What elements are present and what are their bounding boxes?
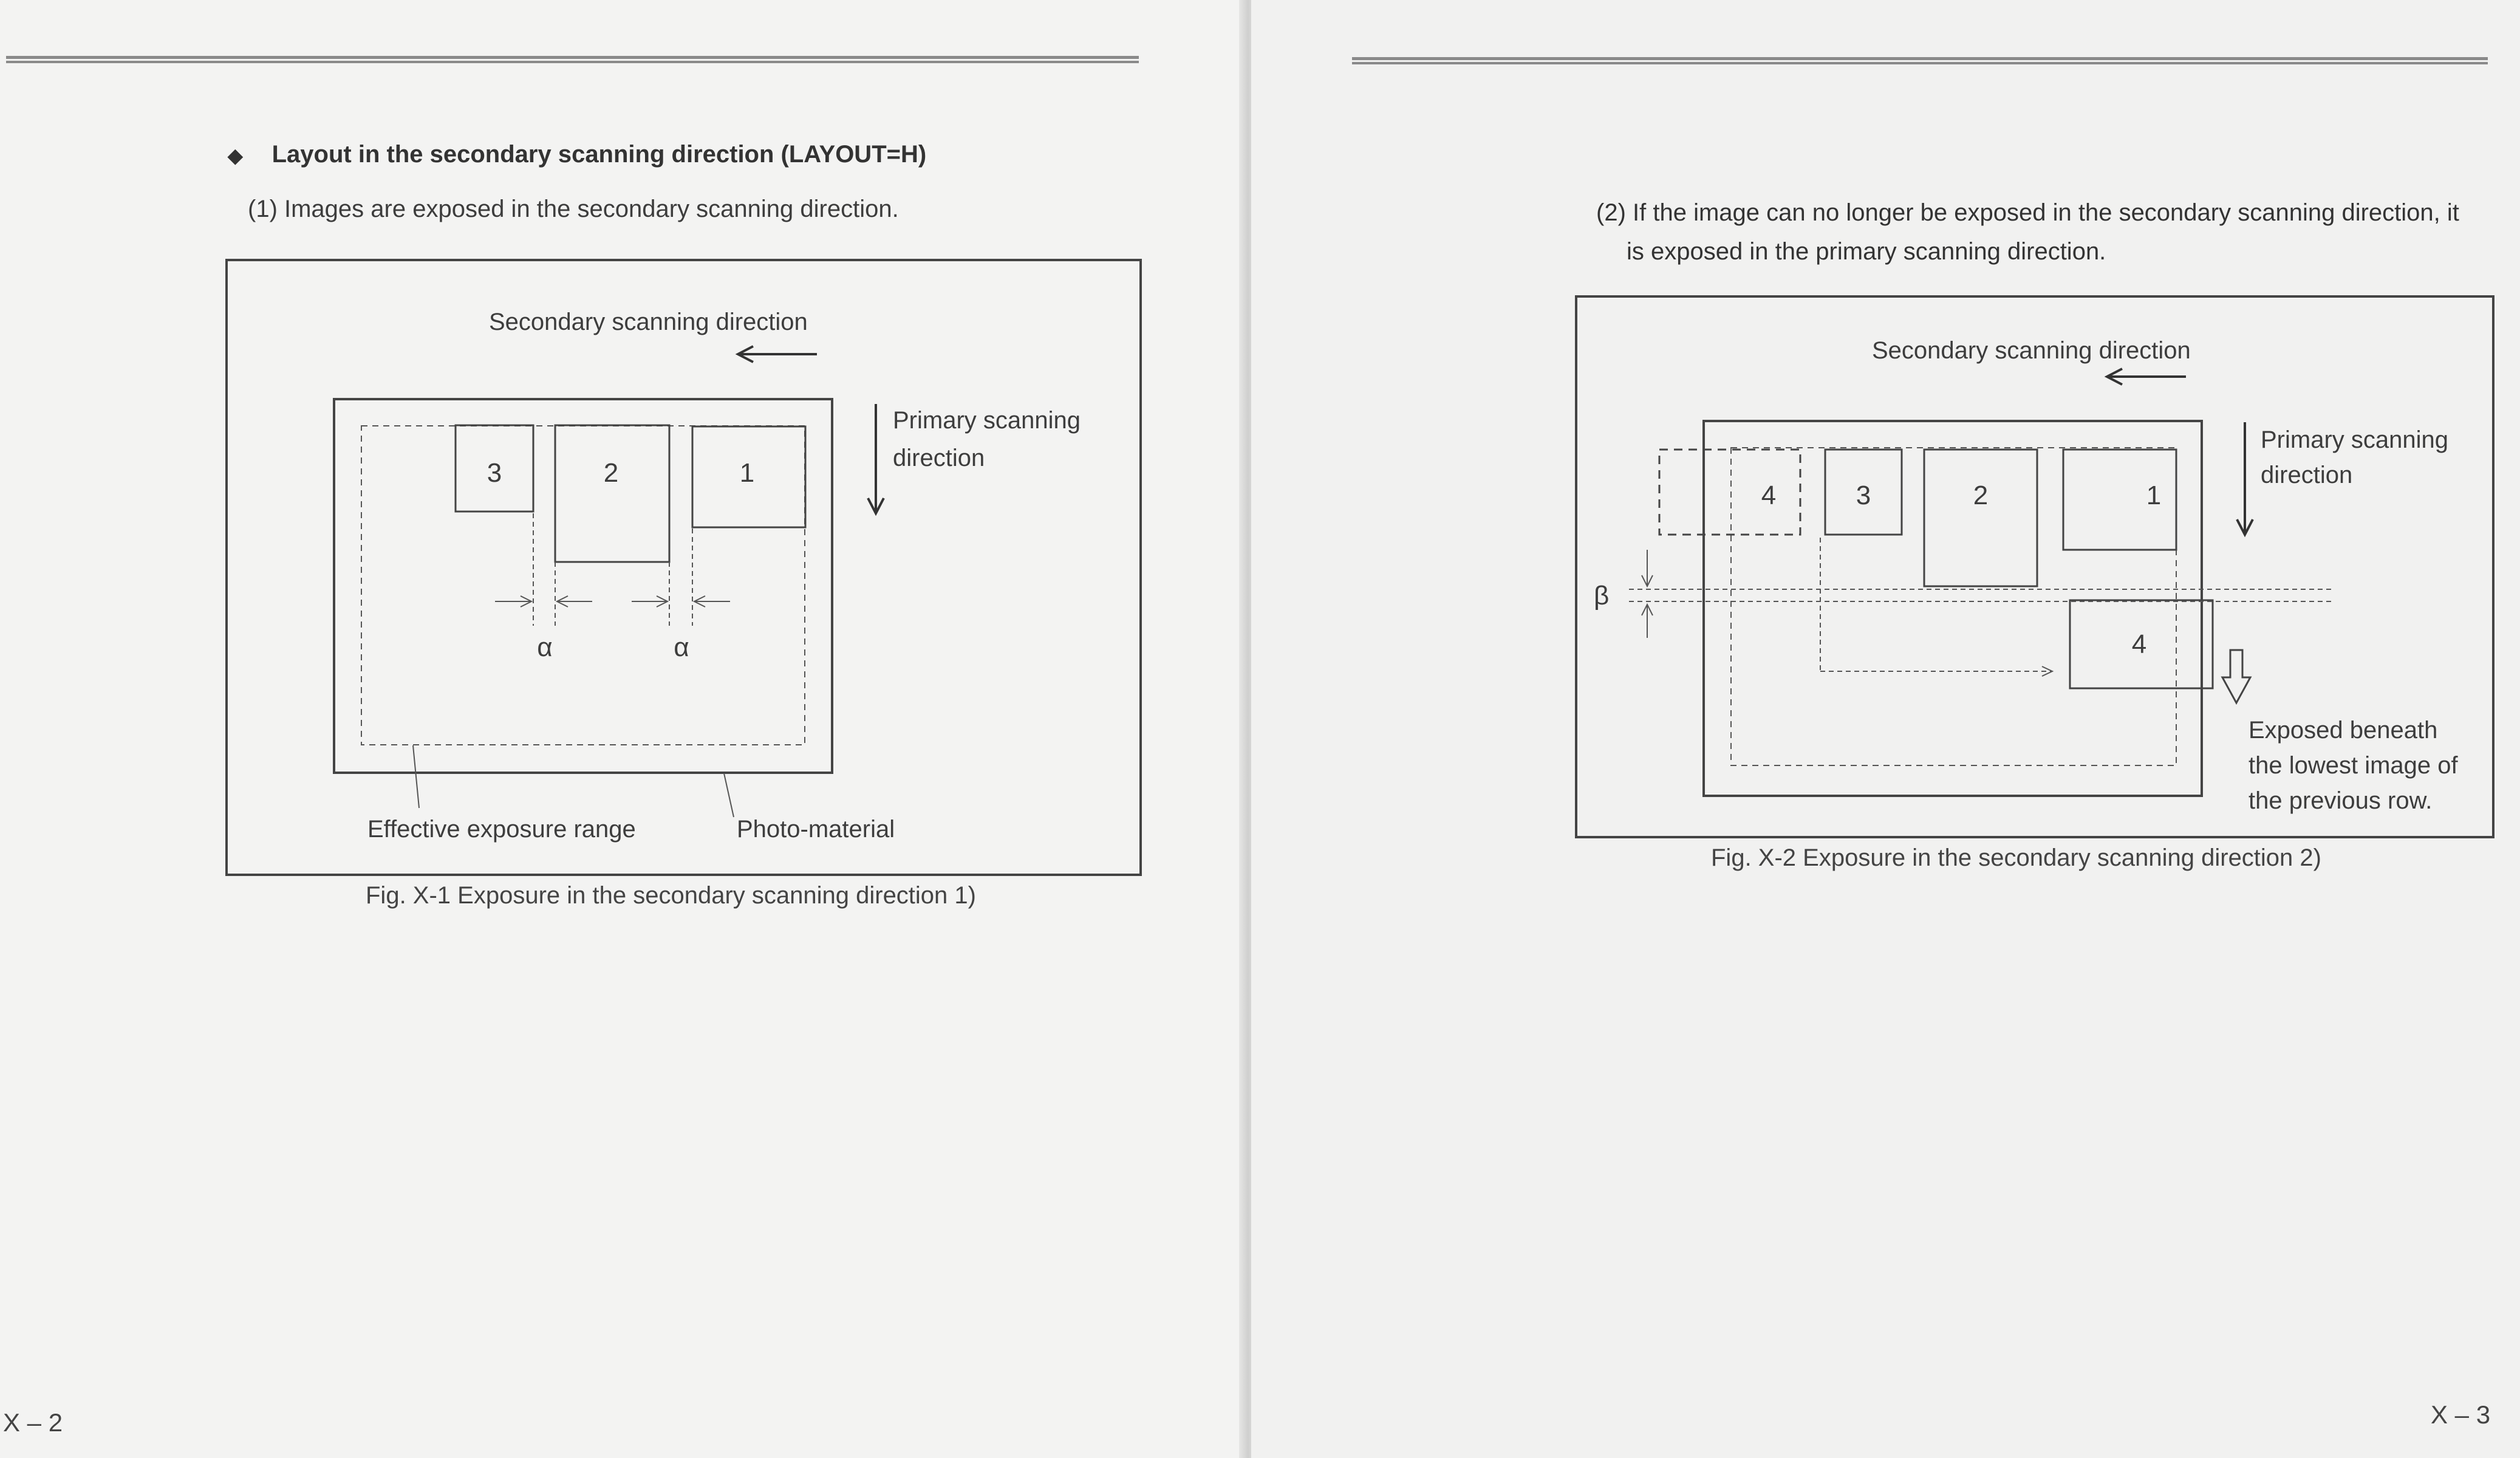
exposed-label-1: Exposed beneath xyxy=(2249,717,2438,744)
exposed-beneath-arrow-icon xyxy=(2222,650,2250,703)
image-label-4-overflow: 4 xyxy=(1761,481,1777,510)
paragraph-1: (1) Images are exposed in the secondary scanning direction. xyxy=(248,196,899,222)
photo-material-rect xyxy=(1704,421,2202,796)
figure-frame xyxy=(227,260,1141,875)
primary-arrow-icon xyxy=(868,404,884,513)
section-heading: ◆ Layout in the secondary scanning direction (LAYOUT=H) xyxy=(228,141,927,168)
photo-material-rect xyxy=(334,399,832,773)
alpha-gap-markers xyxy=(495,513,730,626)
secondary-direction-label: Secondary scanning direction xyxy=(489,309,808,335)
image-label-4-new-row: 4 xyxy=(2131,629,2147,659)
primary-direction-label-2: direction xyxy=(2261,462,2353,488)
image-label-1: 1 xyxy=(739,458,755,488)
figure-caption-1: Fig. X-1 Exposure in the secondary scanning direction 1) xyxy=(366,882,976,909)
image-label-3: 3 xyxy=(487,458,502,488)
paragraph-number: (2) xyxy=(1596,199,1626,226)
alpha-label-1: α xyxy=(537,632,553,662)
image-box-4-overflow xyxy=(1659,450,1800,535)
figure-x2 xyxy=(1574,295,2504,841)
beta-gap-markers xyxy=(1629,550,2334,638)
primary-direction-label-1: Primary scanning xyxy=(2261,426,2449,453)
effective-exposure-label: Effective exposure range xyxy=(367,816,636,843)
primary-direction-label-1: Primary scanning xyxy=(893,407,1081,434)
image-box-2 xyxy=(1924,450,2037,586)
page-number-right: X – 3 xyxy=(2431,1400,2491,1429)
exposed-label-2: the lowest image of xyxy=(2249,752,2458,779)
header-rule xyxy=(6,56,1139,63)
right-page xyxy=(1251,0,2520,1458)
image-label-1: 1 xyxy=(2146,481,2162,510)
row-transition-path xyxy=(1820,538,2052,676)
image-box-2 xyxy=(555,425,669,562)
page-number-left: X – 2 xyxy=(3,1408,63,1437)
primary-arrow-icon xyxy=(2237,422,2253,535)
paragraph-line-1: If the image can no longer be exposed in the secondary scanning direction, it xyxy=(1633,199,2459,226)
paragraph-line-2: is exposed in the primary scanning direction. xyxy=(1627,238,2106,265)
header-rule xyxy=(1352,57,2488,64)
figure-caption-2: Fig. X-2 Exposure in the secondary scanning direction 2) xyxy=(1711,844,2321,871)
primary-direction-label-2: direction xyxy=(893,445,985,471)
beta-label: β xyxy=(1594,581,1610,611)
image-label-3: 3 xyxy=(1856,481,1871,510)
effective-exposure-rect xyxy=(361,426,805,745)
photo-material-label: Photo-material xyxy=(737,816,895,843)
bullet-diamond-icon: ◆ xyxy=(228,145,243,166)
secondary-arrow-icon xyxy=(2107,369,2186,385)
left-page xyxy=(0,0,1245,1458)
image-label-2: 2 xyxy=(1973,481,1989,510)
alpha-label-2: α xyxy=(674,632,689,662)
figure-x1 xyxy=(225,258,1148,878)
secondary-arrow-icon xyxy=(738,346,817,362)
exposed-label-3: the previous row. xyxy=(2249,787,2433,814)
leader-lines xyxy=(413,745,734,817)
effective-exposure-rect xyxy=(1731,448,2176,765)
paragraph-2 xyxy=(1596,193,2477,271)
image-label-2: 2 xyxy=(603,458,619,488)
secondary-direction-label: Secondary scanning direction xyxy=(1872,337,2191,364)
